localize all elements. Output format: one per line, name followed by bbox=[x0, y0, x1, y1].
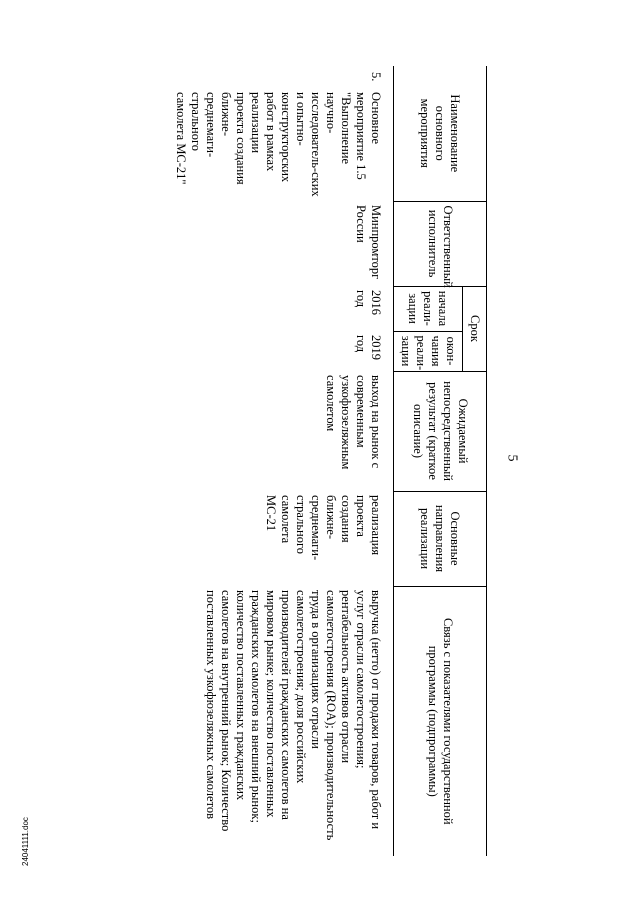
header-term: Срок bbox=[463, 286, 487, 371]
header-term-start: начала реали-зации bbox=[394, 286, 463, 331]
cell-result: выход на рынок с современным узкофюзеляжным самолетом bbox=[324, 375, 383, 470]
header-term-end: окон-чания реали-зации bbox=[394, 331, 463, 371]
footer-docname: 24041111.doc bbox=[21, 817, 30, 866]
header-directions: Основные направления реализации bbox=[394, 491, 487, 586]
cell-executor: Минпромторг России bbox=[354, 205, 383, 280]
row-number: 5. bbox=[369, 72, 383, 82]
table-row bbox=[167, 66, 394, 856]
header-name: Наименование основного мероприятия bbox=[394, 66, 487, 201]
header-link: Связь с показателями государственной программы (подпрограммы) bbox=[394, 586, 487, 856]
header-result: Ожидаемый непосредственный результат (краткое описание) bbox=[394, 371, 487, 491]
header-executor: Ответственный исполнитель bbox=[394, 201, 487, 286]
cell-directions: реализация проекта создания ближне-среднемаги-стрального самолета МС-21 bbox=[264, 495, 383, 561]
cell-link: выручка (нетто) от продажи товаров, работ и услуг отрасли самолетостроения; рентабельность активов отрасли самолетостроения (ROA); производительность труда в организациях отрасли самолетостроения; доля российских производителей гражданских самолетов на мировом рынке; количество поставленных гражданских самолетов на внешний рынок; количество поставленных гражданских самолетов на внутренний рынок; Количество поставленных узкофюзеляжных самолетов bbox=[204, 590, 383, 841]
activity-table bbox=[167, 66, 487, 856]
cell-start: 2016 год bbox=[354, 290, 383, 315]
rotated-table-container bbox=[72, 66, 487, 856]
cell-end: 2019 год bbox=[354, 335, 383, 360]
page-number: 5 bbox=[504, 454, 520, 462]
cell-name bbox=[167, 66, 394, 201]
row-name: Основное мероприятие 1.5 "Выполнение научно-исследователь-ских и опытно-конструкторских работ в рамках реализации проекта создания ближне-среднемаги-стрального самолета МС-21" bbox=[174, 92, 383, 197]
